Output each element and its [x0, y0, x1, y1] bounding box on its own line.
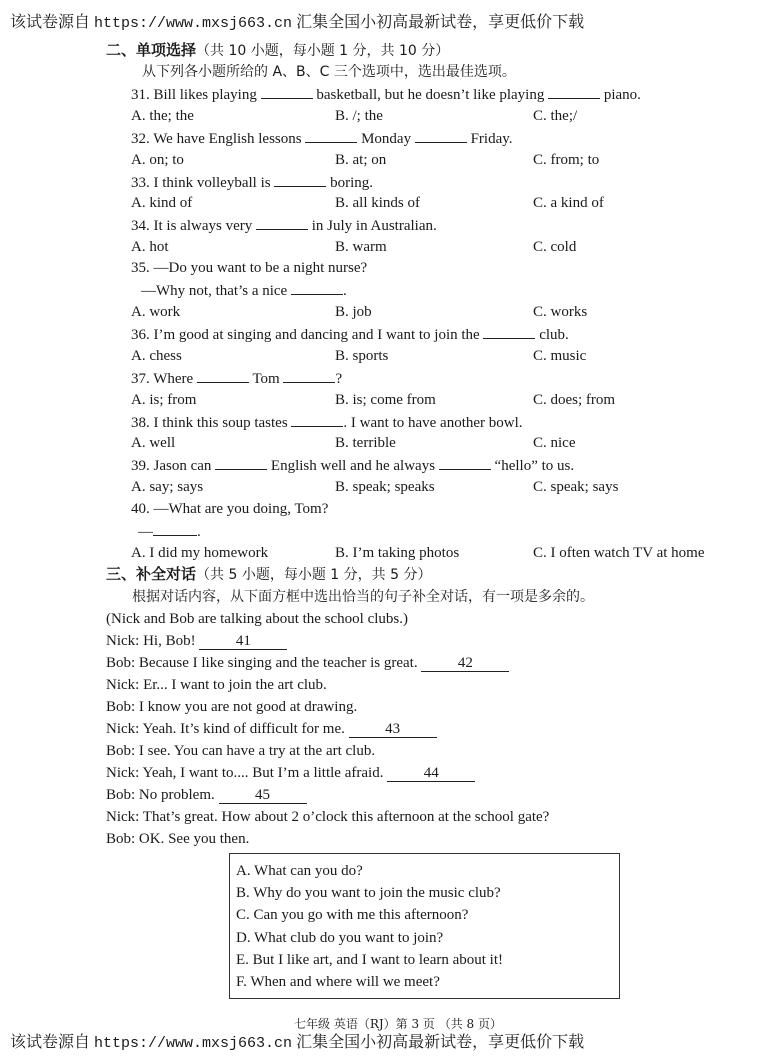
q31-option-a[interactable]: A. the; the [131, 108, 194, 124]
question-36 [131, 324, 569, 345]
dialogue-text: Bob: No problem. [106, 787, 215, 803]
q37-option-a[interactable]: A. is; from [131, 392, 197, 408]
q36-text-b: club. [539, 327, 569, 343]
q38-option-a[interactable]: A. well [131, 435, 176, 451]
source-banner-top [10, 13, 584, 34]
q39-blank-2[interactable] [439, 455, 491, 470]
q39-option-a[interactable]: A. say; says [131, 479, 204, 495]
question-38 [131, 412, 523, 433]
answer-options-box [229, 853, 620, 999]
q33-option-b[interactable]: B. all kinds of [335, 195, 420, 211]
q37-option-c[interactable]: C. does; from [533, 392, 616, 408]
q37-option-b[interactable]: B. is; come from [335, 392, 436, 408]
page-footer: 七年级 英语（RJ）第 3 页 （共 8 页） [294, 1017, 503, 1031]
dialogue-line-7 [106, 763, 475, 783]
dialogue-blank-42[interactable]: 42 [421, 655, 509, 672]
section3-heading [106, 564, 431, 585]
dialogue-text: Nick: Hi, Bob! [106, 633, 196, 649]
dialogue-blank-43[interactable]: 43 [349, 721, 437, 738]
q36-option-c[interactable]: C. music [533, 348, 587, 364]
q33-option-c[interactable]: C. a kind of [533, 195, 604, 211]
dialogue-line-5 [106, 719, 437, 739]
dialogue-line-8 [106, 785, 307, 805]
q37-text-c: ? [335, 371, 343, 387]
q38-text-a: 38. I think this soup tastes [131, 415, 288, 431]
q31-text-b: basketball, but he doesn’t like playing [316, 87, 545, 103]
q40-option-c[interactable]: C. I often watch TV at home [533, 545, 705, 561]
q36-option-b[interactable]: B. sports [335, 348, 389, 364]
q32-blank-2[interactable] [415, 128, 467, 143]
q32-text-a: 32. We have English lessons [131, 131, 302, 147]
q36-text-a: 36. I’m good at singing and dancing and I want to join the [131, 327, 480, 343]
question-34 [131, 215, 437, 236]
q35-blank-1[interactable] [291, 280, 343, 295]
q38-option-c[interactable]: C. nice [533, 435, 576, 451]
dialogue-blank-44[interactable]: 44 [387, 765, 475, 782]
q33-option-a[interactable]: A. kind of [131, 195, 193, 211]
q40-reply-dash: — [138, 524, 153, 540]
box-option-b[interactable]: B. Why do you want to join the music club? [236, 885, 501, 901]
q34-option-c[interactable]: C. cold [533, 239, 577, 255]
q37-text-b: Tom [252, 371, 280, 387]
dialogue-line-9: Nick: That’s great. How about 2 o’clock this afternoon at the school gate? [106, 809, 550, 825]
q37-blank-2[interactable] [283, 368, 335, 383]
q39-option-b[interactable]: B. speak; speaks [335, 479, 435, 495]
q36-option-a[interactable]: A. chess [131, 348, 182, 364]
box-option-d[interactable]: D. What club do you want to join? [236, 930, 444, 946]
source-url-link[interactable]: https://www.mxsj663.cn [94, 15, 293, 32]
section2-title: 二、单项选择 [106, 41, 197, 59]
section3-instruction: 根据对话内容，从下面方框中选出恰当的句子补全对话，有一项是多余的。 [132, 589, 594, 605]
dialogue-line-4: Bob: I know you are not good at drawing. [106, 699, 358, 715]
q37-blank-1[interactable] [197, 368, 249, 383]
q34-blank-1[interactable] [256, 215, 308, 230]
dialogue-blank-41[interactable]: 41 [199, 633, 287, 650]
q35-option-b[interactable]: B. job [335, 304, 372, 320]
q35-reply-end: . [342, 283, 347, 299]
source-url-link[interactable]: https://www.mxsj663.cn [94, 1035, 293, 1052]
q40-blank-1[interactable] [153, 521, 197, 536]
dialogue-line-2 [106, 653, 509, 673]
q37-text-a: 37. Where [131, 371, 194, 387]
q39-blank-1[interactable] [215, 455, 267, 470]
question-35-reply [141, 280, 347, 301]
q33-text-a: 33. I think volleyball is [131, 175, 271, 191]
question-32 [131, 128, 513, 149]
source-suffix: 汇集全国小初高最新试卷，享更低价下载 [296, 14, 585, 31]
source-banner-bottom [10, 1033, 584, 1054]
q33-blank-1[interactable] [274, 172, 326, 187]
q38-text-b: . I want to have another bowl. [343, 415, 523, 431]
q38-option-b[interactable]: B. terrible [335, 435, 396, 451]
q39-text-b: English well and he always [270, 458, 436, 474]
q35-reply-text: —Why not, that’s a nice [141, 283, 288, 299]
q31-option-b[interactable]: B. /; the [335, 108, 383, 124]
question-39 [131, 455, 574, 476]
q31-option-c[interactable]: C. the;/ [533, 108, 578, 124]
dialogue-context: (Nick and Bob are talking about the school clubs.) [106, 611, 409, 627]
section3-title: 三、补全对话 [106, 565, 197, 583]
q32-text-c: Friday. [470, 131, 513, 147]
q31-blank-2[interactable] [548, 84, 600, 99]
q34-option-b[interactable]: B. warm [335, 239, 387, 255]
question-40: 40. —What are you doing, Tom? [131, 501, 329, 517]
q34-text-b: in July in Australian. [311, 218, 437, 234]
q40-option-b[interactable]: B. I’m taking photos [335, 545, 460, 561]
box-option-f[interactable]: F. When and where will we meet? [236, 974, 440, 990]
q39-text-a: 39. Jason can [131, 458, 212, 474]
q33-text-b: boring. [330, 175, 373, 191]
q40-reply-end: . [197, 524, 201, 540]
dialogue-line-1 [106, 631, 287, 651]
q36-blank-1[interactable] [483, 324, 535, 339]
dialogue-line-6: Bob: I see. You can have a try at the art club. [106, 743, 376, 759]
q38-blank-1[interactable] [291, 412, 343, 427]
question-31 [131, 84, 641, 105]
q40-option-a[interactable]: A. I did my homework [131, 545, 269, 561]
q32-blank-1[interactable] [305, 128, 357, 143]
question-37 [131, 368, 342, 389]
q32-option-a[interactable]: A. on; to [131, 152, 184, 168]
section3-rule: （共 5 小题，每小题 1 分，共 5 分） [196, 567, 432, 583]
box-option-a[interactable]: A. What can you do? [236, 863, 363, 879]
q32-option-c[interactable]: C. from; to [533, 152, 600, 168]
dialogue-text: Nick: Yeah. It’s kind of difficult for me. [106, 721, 345, 737]
question-33 [131, 172, 373, 193]
q39-text-c: “hello” to us. [494, 458, 575, 474]
q32-text-b: Monday [361, 131, 412, 147]
question-35: 35. —Do you want to be a night nurse? [131, 260, 368, 276]
dialogue-blank-45[interactable]: 45 [219, 787, 307, 804]
q34-option-a[interactable]: A. hot [131, 239, 169, 255]
q34-text-a: 34. It is always very [131, 218, 253, 234]
section2-heading [106, 40, 449, 61]
box-option-c[interactable]: C. Can you go with me this afternoon? [236, 907, 469, 923]
q31-blank-1[interactable] [261, 84, 313, 99]
q35-option-c[interactable]: C. works [533, 304, 588, 320]
question-40-reply [138, 521, 201, 542]
dialogue-text: Nick: Yeah, I want to.... But I’m a little afraid. [106, 765, 384, 781]
source-prefix: 该试卷源自 [10, 1034, 91, 1051]
q35-option-a[interactable]: A. work [131, 304, 181, 320]
box-option-e[interactable]: E. But I like art, and I want to learn about it! [236, 952, 504, 968]
q31-text-c: piano. [603, 87, 641, 103]
q32-option-b[interactable]: B. at; on [335, 152, 387, 168]
q39-option-c[interactable]: C. speak; says [533, 479, 619, 495]
dialogue-line-10: Bob: OK. See you then. [106, 831, 250, 847]
dialogue-text: Bob: Because I like singing and the teacher is great. [106, 655, 418, 671]
section2-instruction: 从下列各小题所给的 A、B、C 三个选项中，选出最佳选项。 [142, 64, 516, 80]
source-suffix: 汇集全国小初高最新试卷，享更低价下载 [296, 1034, 585, 1051]
q31-text-a: 31. Bill likes playing [131, 87, 257, 103]
section2-rule: （共 10 小题，每小题 1 分，共 10 分） [196, 43, 450, 59]
source-prefix: 该试卷源自 [10, 14, 91, 31]
dialogue-line-3: Nick: Er... I want to join the art club. [106, 677, 327, 693]
